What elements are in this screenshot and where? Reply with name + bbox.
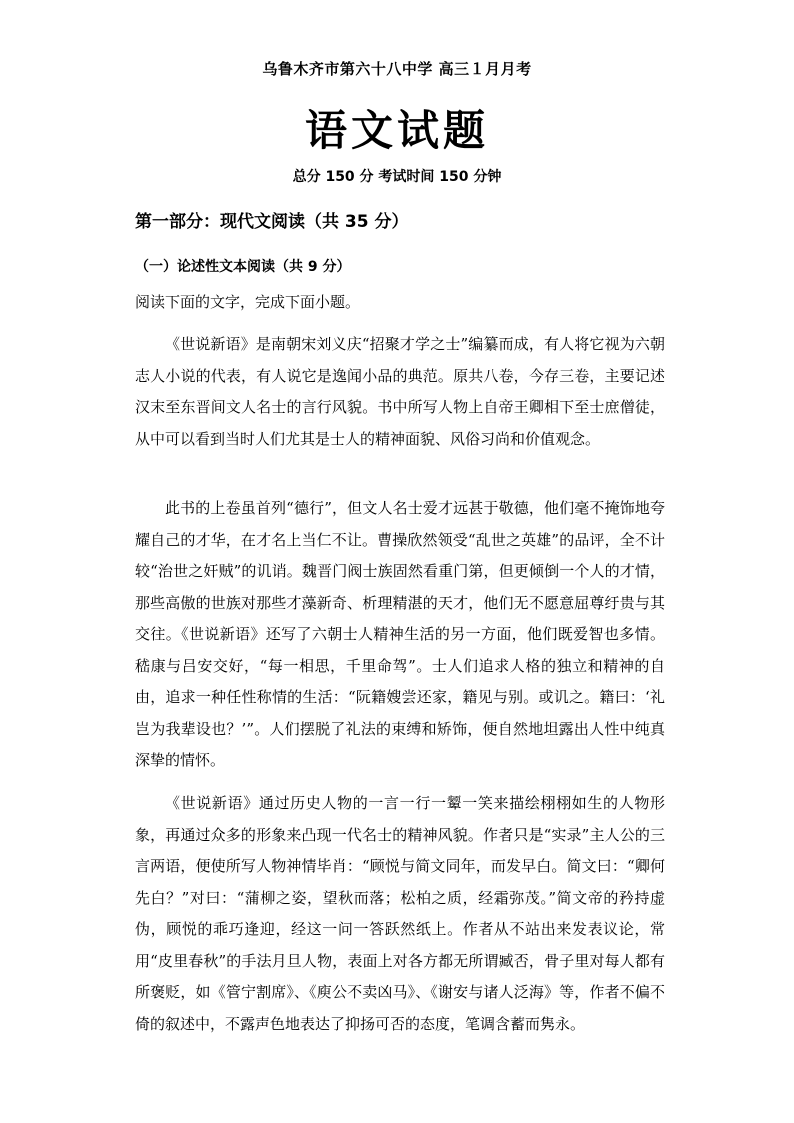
part-heading: 第一部分：现代文阅读（共 35 分） <box>135 212 409 232</box>
article-paragraph-3: 《世说新语》通过历史人物的一言一行一颦一笑来描绘栩栩如生的人物形象，再通过众多的形象来凸现一代名士的精神风貌。作者只是“实录”主人公的三言两语，便使所写人物神情毕肖：“顾悦与简文同年，而发早白。简文曰：“卿何先白？”对曰：“蒲柳之姿，望秋而落；松柏之质，经霜弥茂。”简文帝的矜持虚伪，顾悦的乖巧逢迎，经这一问一答跃然纸上。作者从不站出来发表议论，常用“皮里春秋”的手法月旦人物，表面上对各方都无所谓臧否，骨子里对每人都有所褒贬，如《管宁割席》、《庾公不卖凶马》、《谢安与诸人泛海》等，作者不偏不倚的叙述中，不露声色地表达了抑扬可否的态度，笔调含蓄而隽永。 <box>135 794 665 1033</box>
score-time-line: 总分 150 分 考试时间 150 分钟 <box>292 169 502 185</box>
reading-instruction: 阅读下面的文字，完成下面小题。 <box>135 293 361 311</box>
article-paragraph-2: 此书的上卷虽首列“德行”，但文人名士爱才远甚于敬德，他们毫不掩饰地夸耀自己的才华，在才名上当仁不让。曹操欣然领受“乱世之英雄”的品评，全不计较“治世之奸贼”的讥诮。魏晋门阀士族固然看重门第，但更倾倒一个人的才情，那些高傲的世族对那些才藻新奇、析理精湛的天才，他们无不愿意屈尊纡贵与其交往。《世说新语》还写了六朝士人精神生活的另一方面，他们既爱智也多情。嵇康与吕安交好，“每一相思，千里命驾”。士人们追求人格的独立和精神的自由，追求一种任性称情的生活：“阮籍嫂尝还家，籍见与别。或讥之。籍曰：‘礼岂为我辈设也？’”。人们摆脱了礼法的束缚和矫饰，便自然地坦露出人性中纯真深挚的情怀。 <box>135 499 665 769</box>
article-paragraph-1: 《世说新语》是南朝宋刘义庆“招聚才学之士”编纂而成，有人将它视为六朝志人小说的代表，有人说它是逸闻小品的典范。原共八卷，今存三卷，主要记述汉末至东晋间文人名士的言行风貌。书中所写人物上自帝王卿相下至士庶僧徒，从中可以看到当时人们尤其是士人的精神面貌、风俗习尚和价值观念。 <box>135 335 665 448</box>
school-exam-line: 乌鲁木齐市第六十八中学 高三１月月考 <box>262 60 532 78</box>
section-heading: （一）论述性文本阅读（共 9 分） <box>135 259 351 275</box>
page-title: 语文试题 <box>304 106 489 155</box>
